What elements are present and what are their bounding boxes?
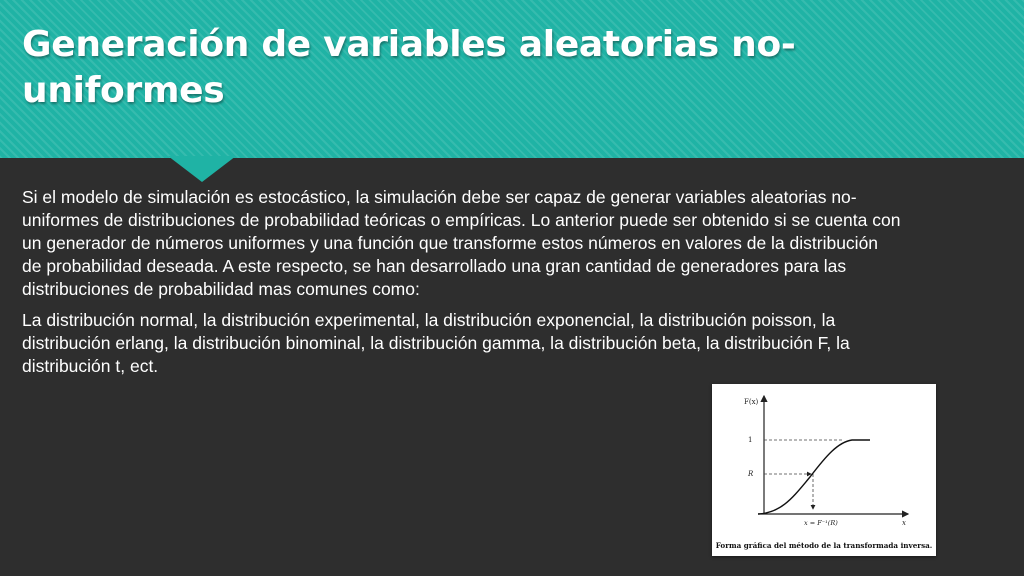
slide-body <box>22 186 902 386</box>
x-axis-label: x <box>902 519 906 527</box>
cdf-curve <box>758 440 870 514</box>
tick-r-label: R <box>748 470 754 478</box>
y-axis-label: F(x) <box>744 398 759 406</box>
tick-one-label: 1 <box>748 436 753 444</box>
slide-title: Generación de variables aleatorias no-uniformes <box>22 24 796 111</box>
intro-paragraph: Si el modelo de simulación es estocástico, la simulación debe ser capaz de generar variables aleatorias no-uniformes de distribuciones de probabilidad teóricas o empíricas. Lo anterior puede ser obtenido si se cuenta con un generador de números uniformes y una función que transforme estos números en valores de la distribución de probabilidad deseada. A este respecto, se han desarrollado una gran cantidad de generadores para las distribuciones de probabilidad mas comunes como: <box>22 187 901 299</box>
inverse-transform-graph <box>712 384 936 556</box>
distributions-paragraph: La distribución normal, la distribución experimental, la distribución exponencial, la distribución poisson, la distribución erlang, la distribución binominal, la distribución gamma, la distribución beta, la distribución F, la distribución t, ect. <box>22 310 850 376</box>
inverse-transform-figure <box>712 384 936 556</box>
banner-notch <box>168 156 236 182</box>
x-marker-label: x = F⁻¹(R) <box>804 519 838 527</box>
figure-caption: Forma gráfica del método de la transformada inversa. <box>715 541 933 550</box>
